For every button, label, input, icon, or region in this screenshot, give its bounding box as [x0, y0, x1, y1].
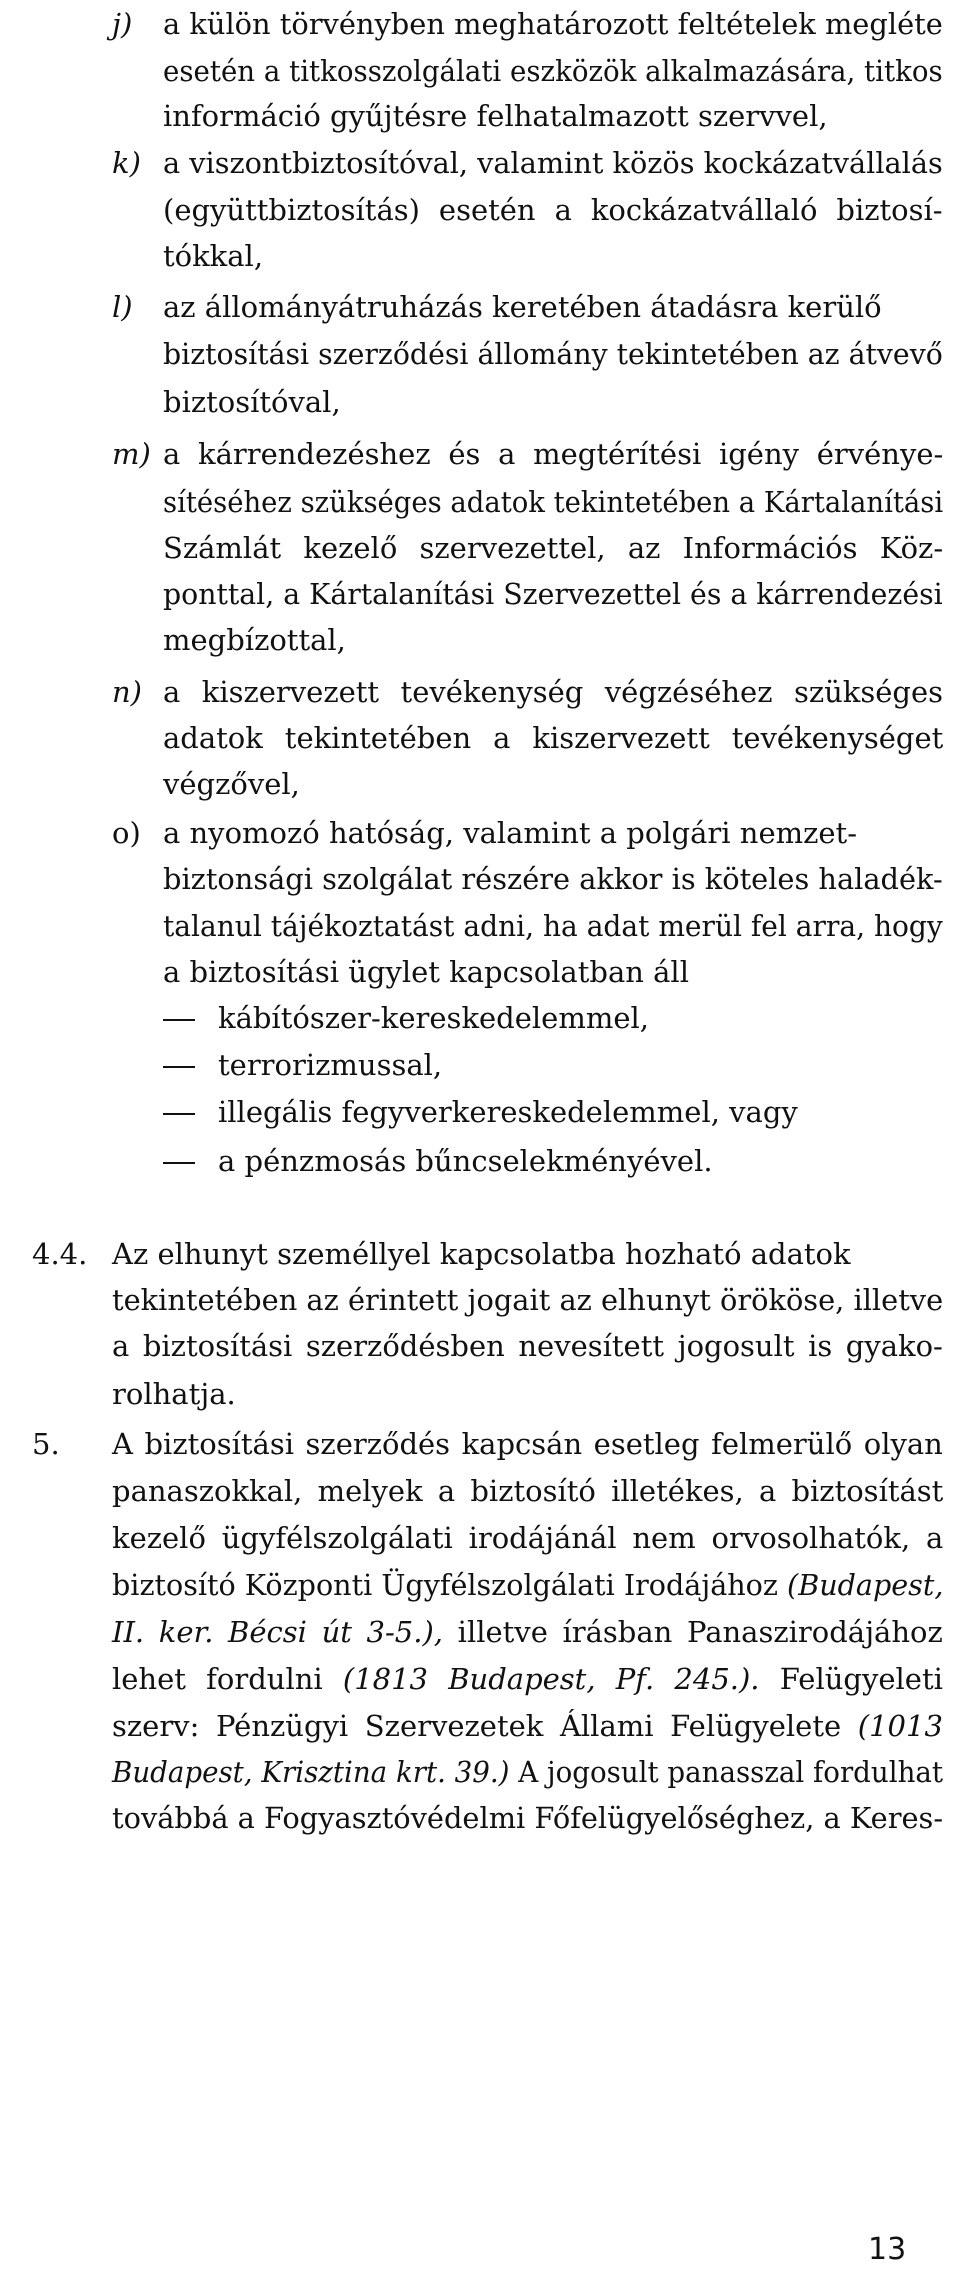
list-item-line: információ gyűjtésre felhatalmazott szervvel,	[163, 99, 828, 133]
list-marker: m)	[112, 437, 151, 471]
list-item-line: sítéséhez szükséges adatok tekintetében a Kártalanítási	[163, 485, 944, 519]
list-item-line: a kárrendezéshez és a megtérítési igény érvénye-	[163, 437, 944, 471]
list-item-line: a viszontbiztosítóval, valamint közös kockázatvállalás	[163, 146, 943, 180]
paragraph-line	[112, 1520, 943, 1556]
paragraph-line	[112, 1800, 943, 1836]
dash-bullet-icon	[163, 1066, 195, 1068]
text-run: kezelő ügyfélszolgálati irodájánál nem orvosolhatók, a	[112, 1521, 944, 1555]
list-item-line: adatok tekintetében a kiszervezett tevékenységet	[163, 721, 944, 755]
list-marker: j)	[112, 7, 133, 41]
paragraph-line	[112, 1426, 943, 1462]
list-item-line: a külön törvényben meghatározott feltételek megléte	[163, 7, 943, 41]
dash-list-item: kábítószer-kereskedelemmel,	[218, 1001, 649, 1035]
list-item-line: biztosítási szerződési állomány tekintetében az átvevő	[163, 337, 943, 371]
italic-reference: (1813 Budapest, Pf. 245.).	[342, 1662, 760, 1696]
list-item-line: a biztosítási ügylet kapcsolatban áll	[163, 955, 689, 989]
paragraph-line	[112, 1708, 943, 1744]
italic-reference: Budapest, Krisztina krt. 39.)	[112, 1755, 510, 1789]
list-item-line: (együttbiztosítás) esetén a kockázatvállaló biztosí-	[163, 193, 943, 227]
section-number: 4.4.	[32, 1237, 88, 1271]
list-item-line: Számlát kezelő szervezettel, az Információs Köz-	[163, 531, 944, 565]
list-item-line: biztonsági szolgálat részére akkor is köteles haladék-	[163, 862, 943, 896]
dash-bullet-icon	[163, 1113, 195, 1115]
list-marker: o)	[112, 816, 141, 850]
list-item-line: talanul tájékoztatást adni, ha adat merül fel arra, hogy	[163, 909, 943, 943]
text-run: lehet fordulni	[112, 1662, 343, 1696]
list-item-line: esetén a titkosszolgálati eszközök alkalmazására, titkos	[163, 54, 943, 88]
text-run: panaszokkal, melyek a biztosító illetékes, a biztosítást	[112, 1474, 944, 1508]
list-item-line: a kiszervezett tevékenység végzéséhez szükséges	[163, 675, 944, 709]
dash-bullet-icon	[163, 1162, 195, 1164]
dash-bullet-icon	[163, 1019, 195, 1021]
paragraph-line	[112, 1614, 943, 1650]
paragraph-line: a biztosítási szerződésben nevesített jogosult is gyako-	[112, 1329, 943, 1363]
text-run: Felügyeleti	[759, 1662, 943, 1696]
italic-reference: (Budapest,	[787, 1568, 944, 1602]
list-item-line: végzővel,	[163, 767, 300, 801]
dash-list-item: illegális fegyverkereskedelemmel, vagy	[218, 1095, 798, 1129]
paragraph-line: rolhatja.	[112, 1377, 236, 1411]
text-run: illetve írásban Panaszirodájához	[443, 1615, 943, 1649]
dash-list-item: terrorizmussal,	[218, 1048, 443, 1082]
text-run: A biztosítási szerződés kapcsán esetleg felmerülő olyan	[112, 1427, 943, 1461]
text-run: szerv: Pénzügyi Szervezetek Állami Felügyelete	[112, 1709, 858, 1743]
paragraph-line: tekintetében az érintett jogait az elhunyt örököse, illetve	[112, 1283, 944, 1317]
paragraph-line	[112, 1473, 943, 1509]
text-run: továbbá a Fogyasztóvédelmi Főfelügyelőséghez, a Keres-	[112, 1801, 944, 1835]
italic-reference: (1013	[857, 1709, 943, 1743]
text-run: biztosító Központi Ügyfélszolgálati Irodájához	[112, 1568, 788, 1602]
list-item-line: ponttal, a Kártalanítási Szervezettel és a kárrendezési	[163, 577, 943, 611]
list-item-line: a nyomozó hatóság, valamint a polgári nemzet-	[163, 816, 858, 850]
italic-reference: II. ker. Bécsi út 3-5.),	[112, 1615, 444, 1649]
list-marker: n)	[112, 675, 142, 709]
list-marker: k)	[112, 146, 141, 180]
section-number: 5.	[32, 1427, 60, 1461]
text-run: A jogosult panasszal fordulhat	[509, 1755, 944, 1789]
paragraph-line	[112, 1754, 943, 1790]
paragraph-line: Az elhunyt személlyel kapcsolatba hozható adatok	[112, 1237, 851, 1271]
list-item-line: biztosítóval,	[163, 385, 341, 419]
list-item-line: megbízottal,	[163, 623, 346, 657]
paragraph-line	[112, 1567, 943, 1603]
page-number: 13	[868, 2232, 907, 2267]
list-item-line: tókkal,	[163, 239, 264, 273]
list-item-line: az állományátruházás keretében átadásra kerülő	[163, 290, 882, 324]
paragraph-line	[112, 1661, 943, 1697]
dash-list-item: a pénzmosás bűncselekményével.	[218, 1144, 713, 1178]
list-marker: l)	[112, 290, 133, 324]
